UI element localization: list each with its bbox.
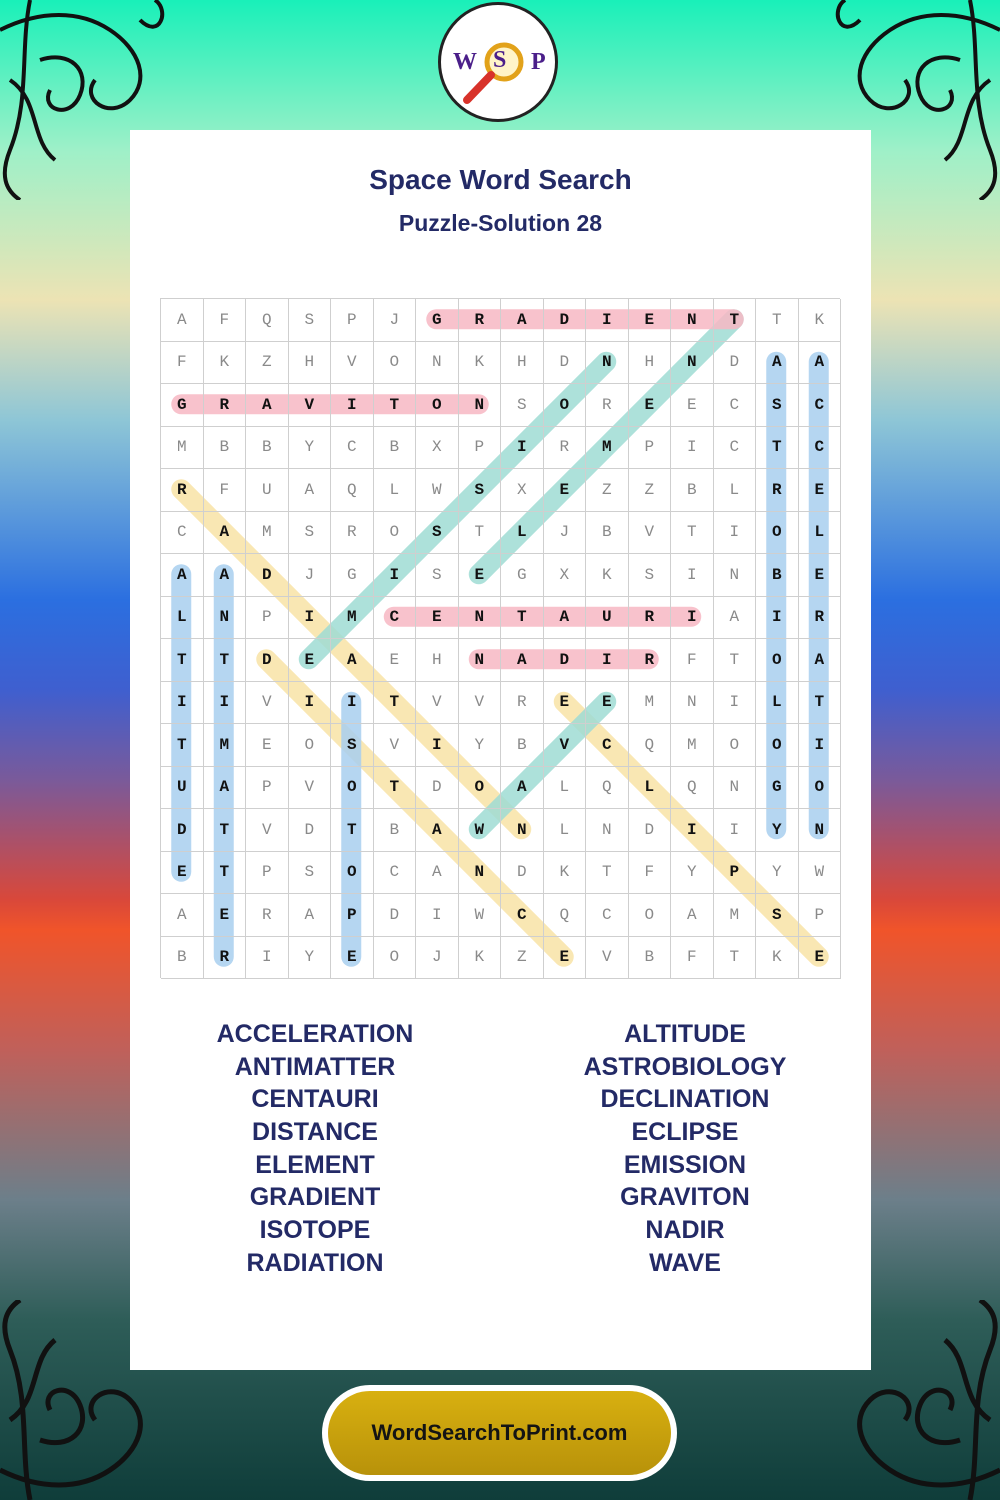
grid-cell: S <box>289 852 332 895</box>
grid-cell: K <box>459 937 502 980</box>
grid-cell: V <box>289 767 332 810</box>
grid-cell: Z <box>501 937 544 980</box>
grid-cell: M <box>629 682 672 725</box>
grid-cell: D <box>246 554 289 597</box>
grid-cell: I <box>799 724 842 767</box>
grid-cell: I <box>246 937 289 980</box>
grid-cell: E <box>629 299 672 342</box>
grid-cell: H <box>629 342 672 385</box>
grid-cell: V <box>374 724 417 767</box>
grid-cell: O <box>289 724 332 767</box>
grid-cell: C <box>374 597 417 640</box>
grid-cell: Y <box>289 427 332 470</box>
grid-cell: D <box>501 852 544 895</box>
grid-cell: B <box>204 427 247 470</box>
grid-cell: P <box>246 767 289 810</box>
word-list-item: GRAVITON <box>620 1183 750 1212</box>
word-list-item: RADIATION <box>246 1248 384 1277</box>
grid-cell: V <box>416 682 459 725</box>
word-list-item: ISOTOPE <box>259 1216 371 1245</box>
grid-cell: K <box>799 299 842 342</box>
grid-cell: R <box>501 682 544 725</box>
word-list-item: EMISSION <box>623 1150 747 1179</box>
grid-cell: F <box>161 342 204 385</box>
grid-cell: L <box>544 809 587 852</box>
grid-cell: O <box>756 512 799 555</box>
grid-cell: P <box>459 427 502 470</box>
grid-cell: O <box>416 384 459 427</box>
grid-cell: F <box>671 639 714 682</box>
grid-cell: S <box>289 512 332 555</box>
word-list-item: ACCELERATION <box>216 1020 414 1048</box>
grid-cell: T <box>331 809 374 852</box>
grid-cell: N <box>501 809 544 852</box>
grid-cell: I <box>374 554 417 597</box>
letter-grid <box>160 298 840 978</box>
grid-cell: T <box>459 512 502 555</box>
grid-cell: T <box>501 597 544 640</box>
grid-cell: C <box>799 384 842 427</box>
page-subtitle: Puzzle-Solution 28 <box>398 210 603 236</box>
grid-cell: T <box>714 639 757 682</box>
grid-cell: I <box>416 724 459 767</box>
grid-cell: E <box>544 937 587 980</box>
grid-cell: U <box>161 767 204 810</box>
grid-cell: M <box>161 427 204 470</box>
grid-cell: T <box>161 639 204 682</box>
grid-cell: X <box>416 427 459 470</box>
grid-cell: L <box>544 767 587 810</box>
grid-cell: E <box>586 682 629 725</box>
grid-cell: A <box>799 639 842 682</box>
grid-cell: F <box>204 469 247 512</box>
grid-cell: N <box>671 682 714 725</box>
grid-cell: L <box>756 682 799 725</box>
grid-cell: C <box>799 427 842 470</box>
grid-cell: J <box>544 512 587 555</box>
grid-cell: S <box>629 554 672 597</box>
grid-cell: I <box>714 809 757 852</box>
word-list-item: ECLIPSE <box>631 1118 739 1147</box>
grid-cell: A <box>161 299 204 342</box>
grid-cell: A <box>331 639 374 682</box>
grid-cell: I <box>501 427 544 470</box>
grid-cell: V <box>331 342 374 385</box>
grid-cell: R <box>204 937 247 980</box>
grid-cell: P <box>331 894 374 937</box>
grid-cell: D <box>544 299 587 342</box>
grid-cell: V <box>629 512 672 555</box>
grid-cell: Z <box>246 342 289 385</box>
grid-cell: A <box>501 639 544 682</box>
grid-cell: C <box>501 894 544 937</box>
grid-cell: A <box>714 597 757 640</box>
grid-cell: V <box>246 809 289 852</box>
grid-cell: B <box>501 724 544 767</box>
grid-cell: O <box>756 724 799 767</box>
grid-cell: I <box>671 809 714 852</box>
grid-cell: D <box>246 639 289 682</box>
grid-cell: F <box>204 299 247 342</box>
grid-cell: N <box>459 639 502 682</box>
grid-cell: N <box>416 342 459 385</box>
grid-cell: W <box>459 809 502 852</box>
grid-cell: I <box>671 427 714 470</box>
grid-cell: N <box>459 384 502 427</box>
grid-cell: T <box>161 724 204 767</box>
grid-cell: R <box>161 469 204 512</box>
grid-cell: R <box>799 597 842 640</box>
grid-cell: C <box>331 427 374 470</box>
grid-cell: R <box>459 299 502 342</box>
grid-cell: G <box>756 767 799 810</box>
grid-cell: S <box>756 384 799 427</box>
grid-cell: T <box>204 852 247 895</box>
grid-cell: H <box>501 342 544 385</box>
grid-cell: O <box>629 894 672 937</box>
puzzle-card <box>130 130 871 1370</box>
grid-cell: F <box>629 852 672 895</box>
grid-cell: R <box>629 639 672 682</box>
grid-cell: O <box>331 767 374 810</box>
grid-cell: J <box>416 937 459 980</box>
grid-cell: A <box>501 299 544 342</box>
grid-cell: B <box>246 427 289 470</box>
grid-cell: A <box>204 767 247 810</box>
word-list <box>130 1018 871 1288</box>
grid-cell: A <box>289 469 332 512</box>
grid-cell: R <box>756 469 799 512</box>
grid-cell: T <box>714 937 757 980</box>
grid-cell: N <box>586 809 629 852</box>
grid-cell: G <box>501 554 544 597</box>
grid-cell: I <box>416 894 459 937</box>
grid-cell: C <box>714 384 757 427</box>
grid-cell: J <box>289 554 332 597</box>
grid-cell: E <box>671 384 714 427</box>
grid-cell: T <box>204 639 247 682</box>
grid-cell: P <box>246 852 289 895</box>
grid-cell: E <box>289 639 332 682</box>
grid-cell: A <box>161 554 204 597</box>
grid-cell: Q <box>331 469 374 512</box>
grid-cell: L <box>799 512 842 555</box>
grid-cell: E <box>544 469 587 512</box>
grid-cell: A <box>671 894 714 937</box>
grid-cell: L <box>374 469 417 512</box>
grid-cell: T <box>374 384 417 427</box>
grid-cell: Y <box>671 852 714 895</box>
grid-cell: O <box>544 384 587 427</box>
grid-cell: N <box>459 852 502 895</box>
grid-cell: I <box>586 639 629 682</box>
grid-cell: L <box>161 597 204 640</box>
grid-cell: O <box>799 767 842 810</box>
grid-cell: Z <box>586 469 629 512</box>
grid-cell: R <box>204 384 247 427</box>
grid-cell: L <box>629 767 672 810</box>
word-list-column-2 <box>500 1018 870 1280</box>
grid-cell: T <box>204 809 247 852</box>
grid-cell: N <box>459 597 502 640</box>
website-label: WordSearchToPrint.com <box>328 1391 671 1475</box>
grid-cell: T <box>799 682 842 725</box>
grid-cell: D <box>544 639 587 682</box>
grid-cell: X <box>544 554 587 597</box>
word-search-grid <box>160 298 840 978</box>
grid-cell: C <box>374 852 417 895</box>
grid-cell: R <box>246 894 289 937</box>
grid-cell: I <box>671 554 714 597</box>
grid-cell: M <box>246 512 289 555</box>
grid-cell: L <box>714 469 757 512</box>
grid-cell: C <box>161 512 204 555</box>
grid-cell: U <box>586 597 629 640</box>
grid-cell: P <box>629 427 672 470</box>
grid-cell: Y <box>289 937 332 980</box>
grid-cell: Q <box>671 767 714 810</box>
grid-cell: C <box>586 724 629 767</box>
grid-cell: M <box>204 724 247 767</box>
grid-cell: A <box>289 894 332 937</box>
grid-cell: T <box>756 427 799 470</box>
grid-cell: D <box>374 894 417 937</box>
grid-cell: Z <box>629 469 672 512</box>
grid-cell: Y <box>756 809 799 852</box>
grid-cell: B <box>671 469 714 512</box>
grid-cell: N <box>714 767 757 810</box>
grid-cell: E <box>799 554 842 597</box>
grid-cell: T <box>714 299 757 342</box>
grid-cell: B <box>756 554 799 597</box>
grid-cell: E <box>374 639 417 682</box>
grid-cell: A <box>204 512 247 555</box>
grid-cell: N <box>204 597 247 640</box>
word-list-item: WAVE <box>649 1248 721 1277</box>
grid-cell: H <box>289 342 332 385</box>
grid-cell: I <box>331 682 374 725</box>
grid-cell: O <box>714 724 757 767</box>
grid-cell: I <box>756 597 799 640</box>
grid-cell: Y <box>756 852 799 895</box>
grid-cell: I <box>204 682 247 725</box>
grid-cell: T <box>586 852 629 895</box>
grid-cell: S <box>416 512 459 555</box>
grid-cell: W <box>799 852 842 895</box>
grid-cell: T <box>374 767 417 810</box>
grid-cell: R <box>331 512 374 555</box>
grid-cell: A <box>416 809 459 852</box>
grid-cell: P <box>714 852 757 895</box>
grid-cell: J <box>374 299 417 342</box>
word-list-item: ELEMENT <box>255 1150 375 1179</box>
grid-cell: D <box>289 809 332 852</box>
grid-cell: Q <box>246 299 289 342</box>
grid-cell: Q <box>586 767 629 810</box>
grid-cell: V <box>246 682 289 725</box>
grid-cell: N <box>671 342 714 385</box>
grid-cell: K <box>544 852 587 895</box>
grid-cell: I <box>289 597 332 640</box>
grid-cell: E <box>544 682 587 725</box>
grid-cell: O <box>374 342 417 385</box>
word-list-item: ALTITUDE <box>624 1020 746 1048</box>
word-list-item: NADIR <box>645 1216 725 1245</box>
grid-cell: K <box>586 554 629 597</box>
word-list-column-1 <box>130 1018 500 1280</box>
logo-letter-p: P <box>531 49 546 75</box>
grid-cell: E <box>459 554 502 597</box>
word-list-item: CENTAURI <box>251 1085 379 1114</box>
grid-cell: T <box>374 682 417 725</box>
word-list-item: ANTIMATTER <box>234 1052 396 1081</box>
logo-letter-w: W <box>453 49 477 75</box>
grid-cell: S <box>289 299 332 342</box>
grid-cell: A <box>204 554 247 597</box>
grid-cell: O <box>374 512 417 555</box>
grid-cell: G <box>161 384 204 427</box>
grid-cell: E <box>799 469 842 512</box>
grid-cell: I <box>586 299 629 342</box>
grid-cell: Q <box>544 894 587 937</box>
grid-cell: S <box>501 384 544 427</box>
grid-cell: S <box>756 894 799 937</box>
grid-cell: V <box>544 724 587 767</box>
word-list-item: DECLINATION <box>600 1085 770 1114</box>
grid-cell: B <box>374 427 417 470</box>
grid-cell: W <box>416 469 459 512</box>
grid-cell: V <box>586 937 629 980</box>
grid-cell: A <box>501 767 544 810</box>
grid-cell: M <box>586 427 629 470</box>
grid-cell: I <box>714 512 757 555</box>
grid-cell: M <box>714 894 757 937</box>
grid-cell: R <box>586 384 629 427</box>
grid-cell: A <box>544 597 587 640</box>
grid-cell: C <box>586 894 629 937</box>
grid-cell: B <box>586 512 629 555</box>
grid-cell: O <box>459 767 502 810</box>
grid-cell: T <box>671 512 714 555</box>
grid-cell: A <box>416 852 459 895</box>
grid-cell: L <box>501 512 544 555</box>
website-badge[interactable] <box>322 1385 677 1481</box>
grid-cell: I <box>714 682 757 725</box>
grid-cell: N <box>671 299 714 342</box>
grid-cell: N <box>586 342 629 385</box>
grid-cell: Q <box>629 724 672 767</box>
grid-cell: E <box>161 852 204 895</box>
grid-cell: S <box>416 554 459 597</box>
grid-cell: S <box>331 724 374 767</box>
grid-cell: E <box>416 597 459 640</box>
word-list-item: DISTANCE <box>252 1118 378 1147</box>
logo-letter-s: S <box>493 47 507 73</box>
grid-cell: O <box>374 937 417 980</box>
grid-cell: P <box>331 299 374 342</box>
grid-cell: P <box>799 894 842 937</box>
grid-cell: O <box>756 639 799 682</box>
grid-cell: A <box>161 894 204 937</box>
grid-cell: U <box>246 469 289 512</box>
grid-cell: D <box>544 342 587 385</box>
grid-cell: R <box>544 427 587 470</box>
page-title: Space Word Search <box>369 164 632 195</box>
grid-cell: D <box>161 809 204 852</box>
grid-cell: D <box>629 809 672 852</box>
grid-cell: G <box>416 299 459 342</box>
grid-cell: V <box>289 384 332 427</box>
grid-cell: M <box>671 724 714 767</box>
grid-cell: S <box>459 469 502 512</box>
grid-cell: E <box>799 937 842 980</box>
grid-cell: A <box>246 384 289 427</box>
grid-cell: I <box>671 597 714 640</box>
grid-cell: B <box>629 937 672 980</box>
grid-cell: B <box>374 809 417 852</box>
grid-cell: E <box>246 724 289 767</box>
grid-cell: A <box>756 342 799 385</box>
grid-cell: O <box>331 852 374 895</box>
grid-cell: N <box>714 554 757 597</box>
grid-cell: T <box>756 299 799 342</box>
grid-cell: K <box>459 342 502 385</box>
grid-cell: I <box>331 384 374 427</box>
word-list-item: GRADIENT <box>249 1183 381 1212</box>
grid-cell: E <box>629 384 672 427</box>
grid-cell: M <box>331 597 374 640</box>
grid-cell: E <box>204 894 247 937</box>
grid-cell: N <box>799 809 842 852</box>
grid-cell: P <box>246 597 289 640</box>
wsp-logo <box>438 2 558 122</box>
grid-cell: A <box>799 342 842 385</box>
grid-cell: R <box>629 597 672 640</box>
grid-cell: K <box>756 937 799 980</box>
grid-cell: Y <box>459 724 502 767</box>
grid-cell: G <box>331 554 374 597</box>
grid-cell: V <box>459 682 502 725</box>
word-list-item: ASTROBIOLOGY <box>583 1052 787 1081</box>
grid-cell: H <box>416 639 459 682</box>
grid-cell: D <box>714 342 757 385</box>
grid-cell: K <box>204 342 247 385</box>
grid-cell: E <box>331 937 374 980</box>
grid-cell: F <box>671 937 714 980</box>
grid-cell: W <box>459 894 502 937</box>
grid-cell: B <box>161 937 204 980</box>
grid-cell: C <box>714 427 757 470</box>
grid-cell: D <box>416 767 459 810</box>
grid-cell: I <box>161 682 204 725</box>
grid-cell: X <box>501 469 544 512</box>
grid-cell: I <box>289 682 332 725</box>
